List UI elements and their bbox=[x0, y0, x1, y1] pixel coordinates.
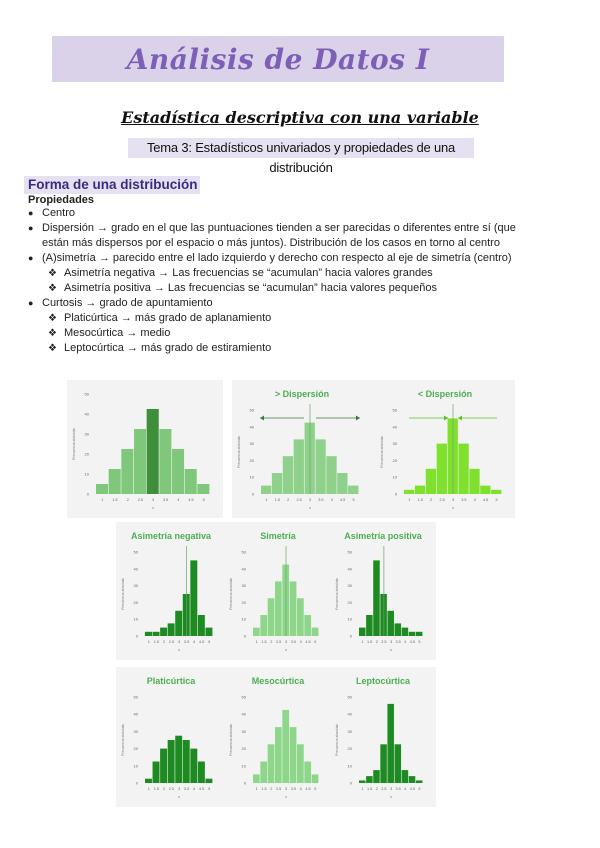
histogram-bar bbox=[491, 490, 501, 494]
x-tick-label: 4.5 bbox=[199, 787, 205, 791]
histogram-bar bbox=[283, 456, 293, 494]
y-tick-label: 50 bbox=[392, 407, 397, 413]
y-axis-label: Frecuencia absoluta bbox=[335, 578, 339, 610]
y-tick-label: 40 bbox=[392, 424, 397, 430]
x-tick-label: 2.5 bbox=[276, 640, 282, 644]
x-tick-label: 1.5 bbox=[261, 640, 267, 644]
list-text: Dispersión → grado en el que las puntuaciones tienden a ser parecidas o diferentes entre sí (que bbox=[42, 222, 516, 234]
y-tick-label: 40 bbox=[84, 411, 89, 417]
x-tick-label: 3 bbox=[177, 640, 181, 644]
histogram-bar bbox=[395, 623, 402, 636]
y-tick-label: 50 bbox=[133, 694, 138, 700]
figure-panel-asimetria bbox=[116, 522, 436, 660]
x-tick-label: 5 bbox=[314, 640, 317, 644]
y-tick-label: 10 bbox=[347, 763, 352, 769]
property-list bbox=[26, 206, 586, 356]
y-tick-label: 30 bbox=[133, 583, 138, 589]
y-tick-label: 50 bbox=[347, 694, 352, 700]
histogram-bar bbox=[172, 449, 184, 494]
histogram-bar bbox=[402, 770, 409, 783]
y-axis-label: Frecuencia absoluta bbox=[335, 724, 339, 756]
histogram-bar bbox=[337, 473, 347, 494]
histogram-bar bbox=[480, 486, 490, 494]
histogram-bar bbox=[416, 780, 423, 783]
histogram-bar bbox=[159, 429, 171, 494]
y-tick-label: 0 bbox=[243, 780, 246, 786]
histogram-bar bbox=[168, 623, 175, 636]
x-tick-label: 5 bbox=[202, 498, 205, 502]
list-item bbox=[26, 206, 586, 221]
x-axis-label: x bbox=[309, 505, 311, 510]
y-tick-label: 40 bbox=[241, 566, 246, 572]
subtitle: Estadística descriptiva con una variable bbox=[121, 108, 479, 127]
histogram-bar bbox=[145, 779, 152, 783]
y-tick-label: 40 bbox=[133, 566, 138, 572]
x-tick-label: 4.5 bbox=[409, 787, 415, 791]
histogram-bar bbox=[312, 774, 319, 783]
x-tick-label: 2.5 bbox=[381, 787, 387, 791]
histogram-bar bbox=[416, 632, 423, 636]
chart-title: Platicúrtica bbox=[146, 676, 196, 686]
x-axis-label: x bbox=[285, 794, 287, 799]
histogram-bar bbox=[366, 615, 373, 636]
list-text: Asimetría negativa → Las frecuencias se “acumulan” hacia valores grandes bbox=[64, 267, 433, 279]
x-tick-label: 4 bbox=[299, 640, 302, 644]
y-tick-label: 20 bbox=[241, 599, 246, 605]
y-axis-label: Frecuencia absoluta bbox=[237, 436, 241, 468]
y-tick-label: 30 bbox=[249, 441, 254, 447]
y-tick-label: 20 bbox=[347, 599, 352, 605]
diamond-icon: ❖ bbox=[48, 283, 57, 294]
x-tick-label: 1.5 bbox=[261, 787, 267, 791]
diamond-icon: ❖ bbox=[48, 328, 57, 339]
x-tick-label: 3 bbox=[308, 498, 312, 502]
y-tick-label: 40 bbox=[241, 711, 246, 717]
histogram-chart bbox=[330, 667, 436, 807]
histogram-bar bbox=[175, 611, 182, 636]
x-tick-label: 2.5 bbox=[296, 498, 302, 502]
x-tick-label: 2.5 bbox=[381, 640, 387, 644]
y-axis-label: Frecuencia absoluta bbox=[72, 428, 76, 460]
list-text: Leptocúrtica → más grado de estiramiento bbox=[64, 342, 272, 354]
sub-list-item bbox=[26, 326, 586, 341]
x-tick-label: 2 bbox=[270, 787, 273, 791]
histogram-bar bbox=[260, 762, 267, 784]
x-tick-label: 2 bbox=[126, 498, 129, 502]
list-item bbox=[26, 251, 586, 266]
y-tick-label: 30 bbox=[241, 583, 246, 589]
histogram-bar bbox=[387, 704, 394, 783]
x-tick-label: 5 bbox=[314, 787, 317, 791]
x-tick-label: 1.5 bbox=[274, 498, 280, 502]
histogram-bar bbox=[268, 744, 275, 783]
y-tick-label: 20 bbox=[84, 451, 89, 457]
histogram-bar bbox=[348, 486, 358, 494]
x-tick-label: 3.5 bbox=[290, 787, 296, 791]
x-tick-label: 5 bbox=[208, 640, 211, 644]
x-tick-label: 4.5 bbox=[305, 787, 311, 791]
histogram-bar bbox=[304, 762, 311, 784]
chart-title: Leptocúrtica bbox=[355, 676, 411, 686]
histogram-bar bbox=[275, 581, 282, 636]
x-tick-label: 2 bbox=[270, 640, 273, 644]
x-tick-label: 3.5 bbox=[318, 498, 324, 502]
y-tick-label: 10 bbox=[392, 474, 397, 480]
histogram-bar bbox=[134, 429, 146, 494]
histogram-chart bbox=[224, 522, 332, 660]
histogram-bar bbox=[426, 469, 436, 494]
sub-list-item bbox=[26, 281, 586, 296]
x-tick-label: 4.5 bbox=[188, 498, 194, 502]
y-tick-label: 40 bbox=[133, 711, 138, 717]
x-tick-label: 1 bbox=[361, 640, 364, 644]
histogram-bar bbox=[268, 598, 275, 636]
y-tick-label: 40 bbox=[347, 566, 352, 572]
y-tick-label: 10 bbox=[241, 616, 246, 622]
y-tick-label: 30 bbox=[84, 431, 89, 437]
bullet-icon: ● bbox=[28, 223, 34, 233]
y-tick-label: 0 bbox=[86, 491, 89, 497]
histogram-bar bbox=[395, 744, 402, 783]
y-tick-label: 50 bbox=[241, 694, 246, 700]
y-tick-label: 20 bbox=[133, 599, 138, 605]
x-tick-label: 1 bbox=[408, 498, 411, 502]
y-tick-label: 20 bbox=[249, 457, 254, 463]
y-tick-label: 50 bbox=[347, 549, 352, 555]
y-tick-label: 0 bbox=[394, 491, 397, 497]
chart-title: Asimetría positiva bbox=[344, 531, 422, 541]
y-tick-label: 10 bbox=[133, 616, 138, 622]
histogram-bar bbox=[458, 444, 468, 494]
sub-list-item bbox=[26, 266, 586, 281]
y-axis-label: Frecuencia absoluta bbox=[380, 436, 384, 468]
histogram-bar bbox=[197, 484, 209, 494]
x-tick-label: 3.5 bbox=[183, 640, 190, 644]
histogram-chart bbox=[232, 380, 372, 518]
x-tick-label: 4.5 bbox=[409, 640, 415, 644]
y-tick-label: 0 bbox=[349, 780, 352, 786]
y-tick-label: 0 bbox=[135, 780, 138, 786]
y-tick-label: 10 bbox=[241, 763, 246, 769]
tema-text: Tema 3: Estadísticos univariados y propiedades de una distribución bbox=[146, 140, 456, 175]
sub-list-item bbox=[26, 311, 586, 326]
list-text: Mesocúrtica → medio bbox=[64, 327, 171, 339]
histogram-bar bbox=[153, 632, 160, 636]
x-axis-label: x bbox=[178, 794, 180, 799]
x-tick-label: 4 bbox=[193, 787, 196, 791]
x-tick-label: 3 bbox=[177, 787, 181, 791]
histogram-bar bbox=[147, 409, 159, 494]
y-tick-label: 40 bbox=[347, 711, 352, 717]
histogram-bar bbox=[205, 628, 212, 636]
x-tick-label: 1 bbox=[255, 640, 258, 644]
histogram-chart bbox=[375, 380, 515, 518]
x-tick-label: 1.5 bbox=[112, 498, 118, 502]
histogram-bar bbox=[402, 628, 409, 636]
histogram-bar bbox=[380, 744, 387, 783]
x-tick-label: 1 bbox=[147, 640, 150, 644]
x-tick-label: 3.5 bbox=[290, 640, 296, 644]
y-tick-label: 50 bbox=[249, 407, 254, 413]
histogram-chart bbox=[330, 522, 436, 660]
x-tick-label: 5 bbox=[352, 498, 355, 502]
list-item bbox=[26, 296, 586, 311]
histogram-bar bbox=[290, 727, 297, 783]
histogram-bar bbox=[404, 490, 414, 494]
x-tick-label: 1.5 bbox=[367, 640, 373, 644]
y-tick-label: 20 bbox=[241, 746, 246, 752]
histogram-bar bbox=[253, 774, 260, 783]
list-item-continuation: están más dispersos por el espacio o más juntos). Distribución de los casos en torno al centro bbox=[42, 237, 500, 249]
y-axis-label: Frecuencia absoluta bbox=[229, 578, 233, 610]
x-tick-label: 2.5 bbox=[276, 787, 282, 791]
y-tick-label: 30 bbox=[347, 583, 352, 589]
histogram-bar bbox=[387, 611, 394, 636]
histogram-bar bbox=[359, 780, 366, 783]
x-tick-label: 3 bbox=[451, 498, 455, 502]
x-tick-label: 3.5 bbox=[163, 498, 169, 502]
histogram-bar bbox=[109, 469, 121, 494]
histogram-bar bbox=[160, 749, 167, 783]
x-tick-label: 2.5 bbox=[168, 787, 175, 791]
histogram-bar bbox=[183, 740, 190, 783]
histogram-bar bbox=[437, 444, 447, 494]
x-axis-label: x bbox=[152, 505, 154, 510]
x-tick-label: 5 bbox=[418, 640, 421, 644]
histogram-bar bbox=[469, 469, 479, 494]
x-tick-label: 3 bbox=[389, 640, 393, 644]
bullet-icon: ● bbox=[28, 253, 34, 263]
y-tick-label: 40 bbox=[249, 424, 254, 430]
diamond-icon: ❖ bbox=[48, 343, 57, 354]
figure-panel-centro bbox=[67, 380, 223, 518]
histogram-bar bbox=[275, 727, 282, 783]
diamond-icon: ❖ bbox=[48, 313, 57, 324]
x-tick-label: 1.5 bbox=[153, 787, 159, 791]
x-tick-label: 2.5 bbox=[439, 498, 445, 502]
histogram-bar bbox=[175, 736, 182, 783]
histogram-bar bbox=[168, 740, 175, 783]
x-tick-label: 1 bbox=[361, 787, 364, 791]
y-axis-label: Frecuencia absoluta bbox=[229, 724, 233, 756]
chart-title: Simetría bbox=[260, 531, 296, 541]
list-text: Curtosis → grado de apuntamiento bbox=[42, 297, 213, 309]
x-axis-label: x bbox=[178, 647, 180, 652]
histogram-bar bbox=[160, 628, 167, 636]
propiedades-label: Propiedades bbox=[28, 194, 95, 206]
x-tick-label: 2 bbox=[162, 640, 165, 644]
y-tick-label: 10 bbox=[347, 616, 352, 622]
x-tick-label: 4 bbox=[473, 498, 476, 502]
y-tick-label: 0 bbox=[251, 491, 254, 497]
section-title: Forma de una distribución bbox=[28, 177, 198, 192]
x-tick-label: 1.5 bbox=[153, 640, 159, 644]
histogram-chart bbox=[116, 522, 226, 660]
histogram-bar bbox=[198, 615, 205, 636]
x-tick-label: 5 bbox=[208, 787, 211, 791]
x-tick-label: 4 bbox=[193, 640, 196, 644]
x-tick-label: 1 bbox=[147, 787, 150, 791]
histogram-bar bbox=[326, 456, 336, 494]
histogram-bar bbox=[373, 560, 380, 636]
histogram-bar bbox=[297, 598, 304, 636]
x-tick-label: 4 bbox=[330, 498, 333, 502]
histogram-bar bbox=[185, 469, 197, 494]
chart-title: Asimetría negativa bbox=[130, 531, 212, 541]
histogram-bar bbox=[297, 744, 304, 783]
histogram-chart bbox=[116, 667, 226, 807]
x-tick-label: 3.5 bbox=[395, 640, 401, 644]
x-tick-label: 2 bbox=[162, 787, 165, 791]
histogram-bar bbox=[253, 628, 260, 636]
histogram-bar bbox=[121, 449, 133, 494]
list-text: Platicúrtica → más grado de aplanamiento bbox=[64, 312, 272, 324]
y-tick-label: 20 bbox=[347, 746, 352, 752]
sub-list-item bbox=[26, 341, 586, 356]
figure-panel-dispersion bbox=[232, 380, 515, 518]
y-tick-label: 0 bbox=[243, 633, 246, 639]
x-tick-label: 4 bbox=[404, 640, 407, 644]
histogram-bar bbox=[261, 486, 271, 494]
histogram-chart bbox=[224, 667, 332, 807]
bullet-icon: ● bbox=[28, 298, 34, 308]
x-tick-label: 1.5 bbox=[417, 498, 423, 502]
x-tick-label: 3 bbox=[151, 498, 155, 502]
x-tick-label: 3 bbox=[284, 787, 288, 791]
y-tick-label: 10 bbox=[84, 471, 89, 477]
y-tick-label: 0 bbox=[135, 633, 138, 639]
x-tick-label: 4.5 bbox=[340, 498, 346, 502]
list-text: Asimetría positiva → Las frecuencias se “acumulan” hacia valores pequeños bbox=[64, 282, 437, 294]
histogram-bar bbox=[272, 473, 282, 494]
x-axis-label: x bbox=[452, 505, 454, 510]
x-tick-label: 3.5 bbox=[461, 498, 467, 502]
y-tick-label: 30 bbox=[347, 728, 352, 734]
x-tick-label: 1 bbox=[101, 498, 104, 502]
x-tick-label: 2 bbox=[287, 498, 290, 502]
histogram-bar bbox=[373, 770, 380, 783]
x-tick-label: 4.5 bbox=[483, 498, 489, 502]
x-tick-label: 5 bbox=[418, 787, 421, 791]
x-axis-label: x bbox=[285, 647, 287, 652]
title-banner bbox=[52, 36, 504, 82]
x-tick-label: 4 bbox=[177, 498, 180, 502]
chart-title: < Dispersión bbox=[417, 389, 473, 399]
list-item bbox=[26, 221, 586, 236]
x-tick-label: 2 bbox=[430, 498, 433, 502]
y-tick-label: 10 bbox=[133, 763, 138, 769]
histogram-bar bbox=[260, 615, 267, 636]
histogram-chart bbox=[67, 380, 223, 518]
y-tick-label: 30 bbox=[241, 728, 246, 734]
list-text: (A)simetría → parecido entre el lado izquierdo y derecho con respecto al eje de simetría (centro) bbox=[42, 252, 512, 264]
histogram-bar bbox=[190, 749, 197, 783]
histogram-bar bbox=[96, 484, 108, 494]
y-axis-label: Frecuencia absoluta bbox=[121, 724, 125, 756]
x-tick-label: 3 bbox=[284, 640, 288, 644]
x-axis-label: x bbox=[390, 794, 392, 799]
histogram-bar bbox=[282, 710, 289, 783]
y-tick-label: 30 bbox=[133, 728, 138, 734]
y-tick-label: 20 bbox=[133, 746, 138, 752]
x-tick-label: 2 bbox=[375, 640, 378, 644]
histogram-bar bbox=[290, 581, 297, 636]
histogram-bar bbox=[145, 632, 152, 636]
x-tick-label: 2 bbox=[375, 787, 378, 791]
diamond-icon: ❖ bbox=[48, 268, 57, 279]
histogram-bar bbox=[312, 628, 319, 636]
x-tick-label: 3.5 bbox=[183, 787, 190, 791]
page-title: Análisis de Datos I bbox=[126, 42, 430, 76]
x-tick-label: 5 bbox=[495, 498, 498, 502]
x-tick-label: 3.5 bbox=[395, 787, 401, 791]
y-tick-label: 50 bbox=[241, 549, 246, 555]
y-tick-label: 10 bbox=[249, 474, 254, 480]
x-tick-label: 1 bbox=[255, 787, 258, 791]
chart-title: Mesocúrtica bbox=[251, 676, 305, 686]
x-tick-label: 4 bbox=[404, 787, 407, 791]
x-tick-label: 4 bbox=[299, 787, 302, 791]
histogram-bar bbox=[409, 632, 416, 636]
x-tick-label: 4.5 bbox=[305, 640, 311, 644]
x-tick-label: 3 bbox=[389, 787, 393, 791]
x-tick-label: 2.5 bbox=[137, 498, 143, 502]
x-axis-label: x bbox=[390, 647, 392, 652]
histogram-bar bbox=[198, 762, 205, 784]
histogram-bar bbox=[415, 486, 425, 494]
y-axis-label: Frecuencia absoluta bbox=[121, 578, 125, 610]
histogram-bar bbox=[190, 560, 197, 636]
y-tick-label: 0 bbox=[349, 633, 352, 639]
list-text: Centro bbox=[42, 207, 76, 219]
tema-heading bbox=[128, 138, 474, 175]
x-tick-label: 1 bbox=[265, 498, 268, 502]
section-heading bbox=[24, 176, 200, 194]
histogram-bar bbox=[409, 776, 416, 783]
histogram-bar bbox=[315, 439, 325, 494]
histogram-bar bbox=[205, 779, 212, 783]
histogram-bar bbox=[153, 762, 160, 784]
bullet-icon: ● bbox=[28, 208, 34, 218]
chart-title: > Dispersión bbox=[274, 389, 330, 399]
histogram-bar bbox=[359, 628, 366, 636]
x-tick-label: 4.5 bbox=[199, 640, 205, 644]
y-tick-label: 50 bbox=[133, 549, 138, 555]
y-tick-label: 20 bbox=[392, 457, 397, 463]
y-tick-label: 30 bbox=[392, 441, 397, 447]
x-tick-label: 1.5 bbox=[367, 787, 373, 791]
histogram-bar bbox=[304, 615, 311, 636]
histogram-bar bbox=[294, 439, 304, 494]
histogram-bar bbox=[366, 776, 373, 783]
y-tick-label: 50 bbox=[84, 391, 89, 397]
x-tick-label: 2.5 bbox=[168, 640, 175, 644]
figure-panel-curtosis bbox=[116, 667, 436, 807]
